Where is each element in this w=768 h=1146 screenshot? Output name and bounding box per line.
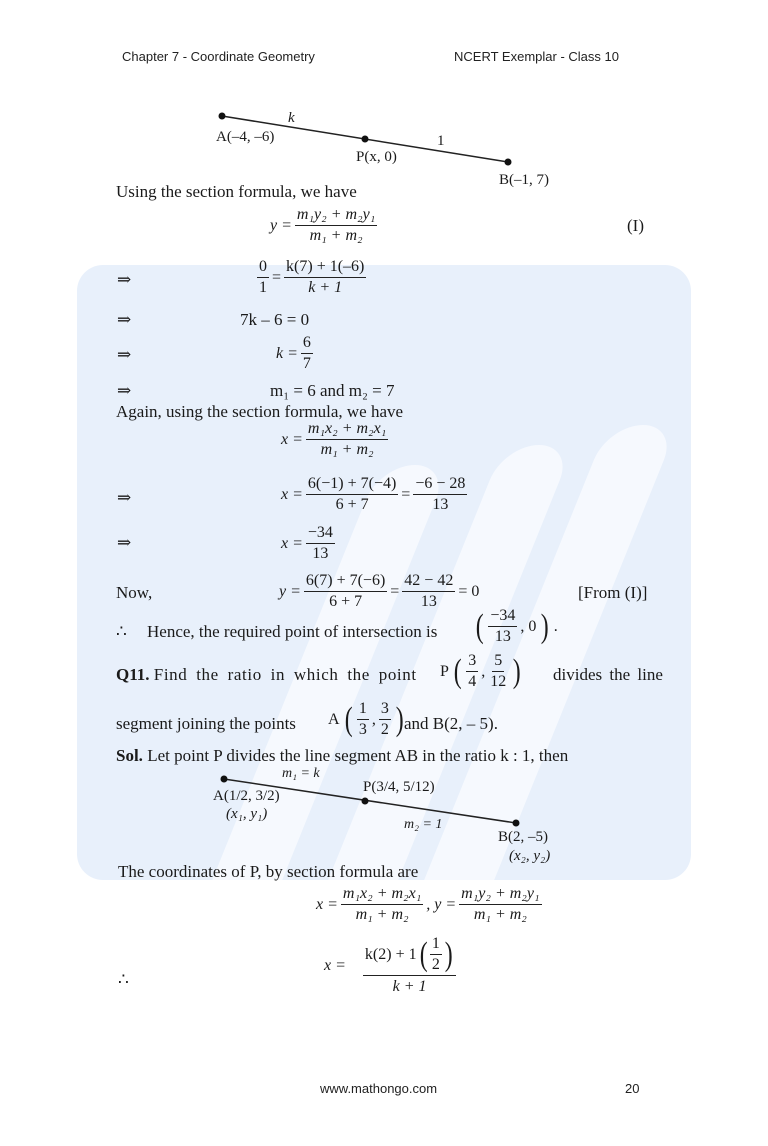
question-11-text-3: segment joining the points	[116, 714, 296, 733]
point-b-coords-label: (x₂, y₂)	[509, 848, 551, 864]
implies-arrow: ⇒	[117, 381, 132, 400]
point-p-label: P(3/4, 5/12)	[363, 779, 435, 795]
point-b-label: B(–1, 7)	[499, 172, 549, 188]
now-label: Now,	[116, 583, 153, 602]
ratio-k-label: k	[288, 110, 295, 126]
m2-label: m₂ = 1	[404, 817, 443, 832]
point-a-label: A(–4, –6)	[216, 129, 275, 145]
coordinates-intro: The coordinates of P, by section formula are	[118, 862, 419, 881]
chapter-title: Chapter 7 - Coordinate Geometry	[122, 49, 315, 64]
footer-website: www.mathongo.com	[320, 1081, 438, 1096]
step-5-equation: x = $\frac{6(-1) + 7(-4)}{6 + 7}$ = $\frac{-6 - 28}{13}$	[281, 475, 466, 513]
question-11-text-2: divides the line	[553, 665, 663, 684]
implies-arrow: ⇒	[117, 488, 132, 507]
point-a-coords-label: (x₁, y₁)	[226, 806, 268, 822]
conclusion-text: Hence, the required point of intersection is	[147, 622, 438, 641]
step-2-equation: 7k – 6 = 0	[240, 310, 310, 329]
ratio-1-label: 1	[437, 133, 445, 149]
equation-label-i: (I)	[627, 216, 644, 235]
implies-arrow: ⇒	[117, 345, 132, 364]
formula-x: x = $\frac{\text{m₁x₂ + m₂x₁}}{\text{m₁ + m₂}}$	[281, 420, 387, 458]
step-1-equation: $\frac{0}{1}$ = $\frac{k(7) + 1(-6)}{k + 1}$	[259, 258, 365, 296]
implies-arrow: ⇒	[117, 533, 132, 552]
point-p-label: P(x, 0)	[356, 149, 397, 165]
point-a-coordinates: A ( $\frac{1}{3}$ , $\frac{3}{2}$ )	[328, 700, 404, 738]
therefore-symbol: ∴	[116, 622, 127, 641]
from-reference: [From (I)]	[578, 583, 648, 602]
section-formula-intro: Using the section formula, we have	[116, 182, 357, 201]
solution-11-intro: Sol. Let point P divides the line segment AB in the ratio k : 1, then	[116, 746, 569, 765]
implies-arrow: ⇒	[117, 270, 132, 289]
section-formula-xy: x = $\frac{\text{m₁x₂ + m₂x₁}}{\text{m₁ + m₂}}$ , y = $\frac{\text{m₁y₂ + m₂y₁}}{\text{m₁ + m₂}}$	[316, 885, 540, 923]
intersection-point: ( $\frac{-34}{13}$ , 0 ) .	[475, 607, 558, 645]
step-6-equation: x = $\frac{-34}{13}$	[281, 524, 333, 562]
point-b-label: B(2, –5)	[498, 829, 548, 845]
point-a-label: A(1/2, 3/2)	[213, 788, 280, 804]
point-p-coordinates: P ( $\frac{3}{4}$ , $\frac{5}{12}$ )	[440, 652, 521, 690]
therefore-symbol: ∴	[118, 970, 129, 989]
step-x-equation: x = k(2) + 1 ( $\frac{1}{2}$ ) k + 1	[324, 935, 456, 997]
book-title: NCERT Exemplar - Class 10	[454, 49, 619, 64]
now-equation: y = $\frac{6(7) + 7(-6)}{6 + 7}$ = $\frac{42 - 42}{13}$ = 0	[279, 572, 480, 610]
again-intro: Again, using the section formula, we have	[116, 402, 404, 421]
step-3-equation: k = $\frac{6}{7}$	[276, 334, 311, 372]
question-11-text-4: and B(2, – 5).	[404, 714, 498, 733]
formula-y: y = $\frac{\text{m₁y₂ + m₂y₁}}{\text{m₁ + m₂}}$	[270, 206, 376, 244]
page-number: 20	[625, 1081, 640, 1096]
implies-arrow: ⇒	[117, 310, 132, 329]
m1-label: m₁ = k	[282, 766, 320, 781]
question-11: Q11. Find the ratio in which the point	[116, 665, 417, 684]
step-4-equation: m₁ = 6 and m₂ = 7	[270, 381, 395, 400]
